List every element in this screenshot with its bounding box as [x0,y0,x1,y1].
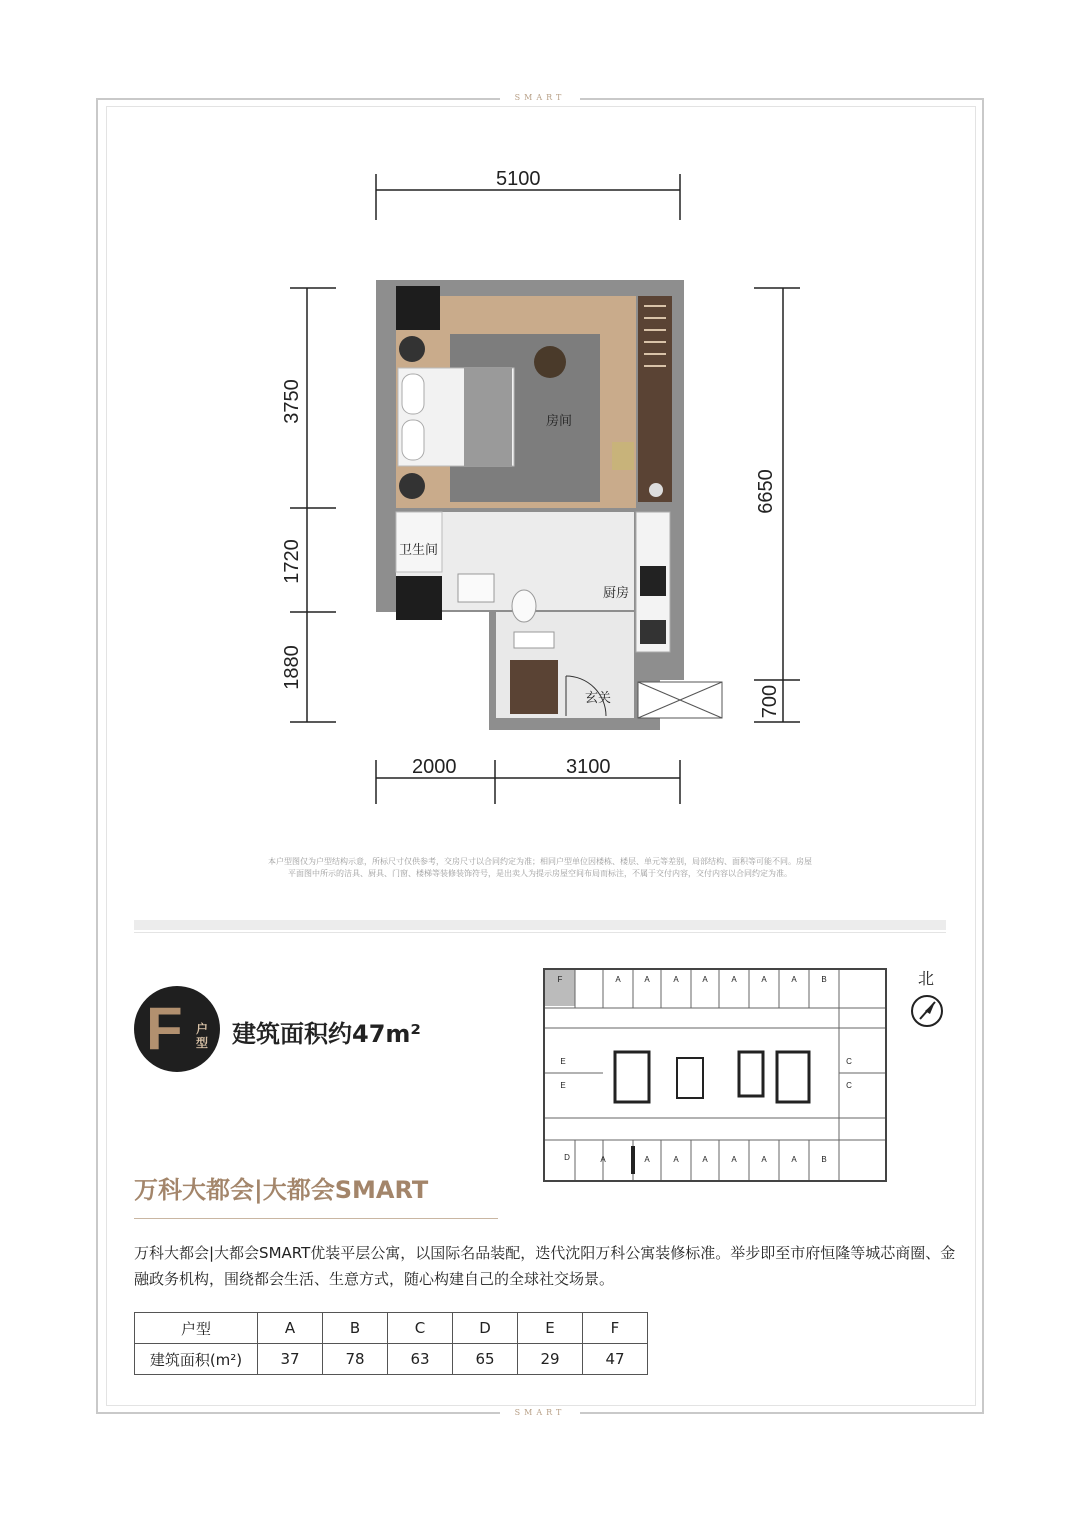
key-cell-label: B [821,1155,827,1164]
room-bedroom-label: 房间 [546,414,573,429]
key-cell-label: A [702,975,708,984]
unit-type-badge [134,986,220,1072]
key-cell-label: A [673,975,679,984]
key-plan [543,968,887,1182]
key-cell-label: A [644,1155,650,1164]
dim-top-total: 5100 [496,168,541,190]
brand-mark-top: SMART [500,93,580,103]
compass-icon [911,995,943,1027]
key-cell-label: A [731,1155,737,1164]
dim-bottom-right: 3100 [566,756,611,778]
dim-left-upper: 3750 [280,379,303,424]
table-cell: 37 [258,1344,323,1375]
project-title: 万科大都会|大都会SMART [134,1176,429,1204]
table-cell: D [453,1313,518,1344]
key-cell-label: A [761,1155,767,1164]
table-row [135,1313,648,1344]
dim-left-lower: 1880 [280,645,303,690]
dim-bottom-left: 2000 [412,756,457,778]
key-cell-label: A [644,975,650,984]
key-cell-label: F [557,975,563,984]
unit-type-letter: F [146,995,183,1062]
project-underline [134,1218,498,1219]
dim-right-lower: 700 [759,684,782,719]
table-cell: C [388,1313,453,1344]
section-divider [134,920,946,930]
section-divider-line [134,932,946,933]
project-description: 万科大都会|大都会SMART优装平层公寓，以国际名品装配，迭代沈阳万科公寓装修标准。举步即至市府恒隆等城芯商圈、金融政务机构，围绕都会生活、生意方式，随心构建自己的全球社交场景。 [134,1244,956,1288]
key-cell-label: E [560,1081,566,1090]
key-cell-label: A [673,1155,679,1164]
table-cell: B [323,1313,388,1344]
dim-right-total: 6650 [754,469,777,514]
key-cell-label: B [821,975,827,984]
key-cell-label: A [600,1155,606,1164]
north-label: 北 [918,969,935,988]
table-row [135,1344,648,1375]
table-cell: 78 [323,1344,388,1375]
key-cell-label: A [615,975,621,984]
key-cell-label: D [564,1153,570,1162]
brand-mark-bottom: SMART [500,1408,580,1418]
table-cell: 63 [388,1344,453,1375]
disclaimer [230,856,850,880]
key-cell-label: C [846,1057,852,1066]
table-cell: 65 [453,1344,518,1375]
room-kitchen-label: 厨房 [603,586,630,601]
key-cell-label: A [702,1155,708,1164]
area-title: 建筑面积约47m² [232,1020,421,1048]
table-cell: F [583,1313,648,1344]
dim-left-middle: 1720 [280,539,303,584]
key-cell-label: E [560,1057,566,1066]
table-cell: 29 [518,1344,583,1375]
key-cell-label: C [846,1081,852,1090]
key-cell-label: A [761,975,767,984]
key-cell-label: A [791,975,797,984]
table-header-cell: 户型 [135,1313,258,1344]
disclaimer-line-2: 平面图中所示的洁具、厨具、门窗、楼梯等装修装饰符号，是出卖人为提示房屋空间布局而标注，不属于交付内容，交付内容以合同约定为准。 [288,869,792,878]
key-cell-label: A [731,975,737,984]
table-cell: E [518,1313,583,1344]
table-cell: 47 [583,1344,648,1375]
table-cell: A [258,1313,323,1344]
disclaimer-line-1: 本户型图仅为户型结构示意，所标尺寸仅供参考，交房尺寸以合同约定为准；相同户型单位因楼栋、楼层、单元等差别，局部结构、面积等可能不同。房屋 [268,857,812,866]
unit-type-sub: 户型 [196,1022,209,1050]
room-entry-label: 玄关 [585,691,612,706]
key-cell-label: A [791,1155,797,1164]
unit-area-table [134,1312,648,1375]
table-header-cell: 建筑面积(m²) [135,1344,258,1375]
room-bathroom-label: 卫生间 [399,543,439,558]
